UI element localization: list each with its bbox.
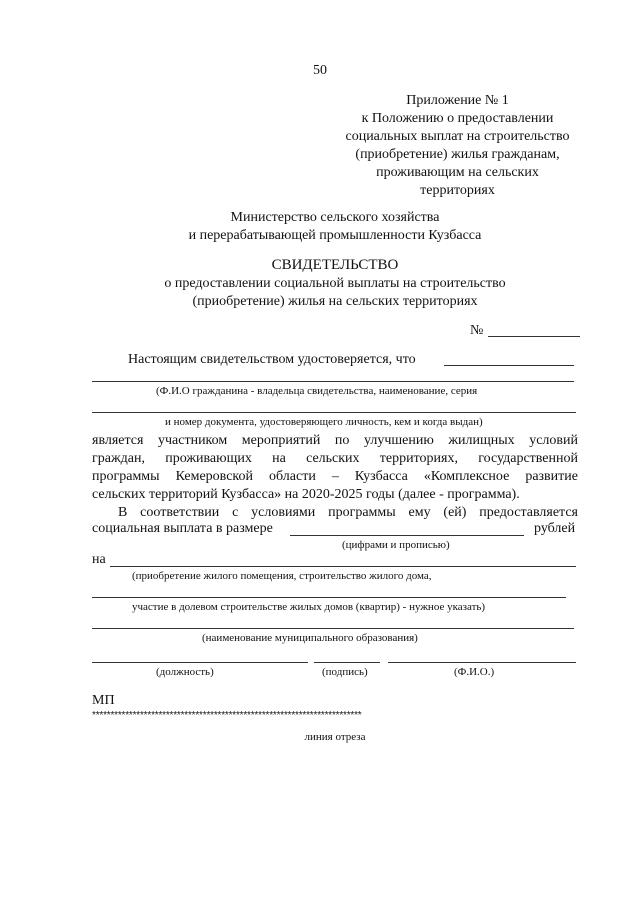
caption-amount: (цифрами и прописью) — [342, 539, 450, 551]
certificate-subtitle: (приобретение) жилья на сельских территориях — [192, 294, 478, 309]
caption-fio: (Ф.И.О гражданина - владельца свидетельства, наименование, серия — [156, 385, 478, 397]
appendix-line: социальных выплат на строительство — [345, 129, 570, 144]
paragraph-line: сельских территорий Кузбасса» на 2020-2025 годы (далее - программа). — [92, 487, 520, 502]
fio-field[interactable] — [92, 381, 574, 382]
ministry-line: и перерабатывающей промышленности Кузбасса — [188, 228, 482, 243]
cut-separator: ************************************************************************* — [92, 710, 362, 721]
paragraph-line: граждан, проживающих на сельских территориях, государственной — [92, 451, 578, 466]
caption-name: (Ф.И.О.) — [454, 666, 495, 678]
appendix-line: проживающим на сельских — [376, 165, 539, 180]
certificate-title: СВИДЕТЕЛЬСТВО — [271, 257, 399, 273]
appendix-block — [325, 92, 590, 200]
paragraph-line: является участником мероприятий по улучшению жилищных условий — [92, 433, 578, 448]
municipality-field[interactable] — [92, 628, 574, 629]
caption-purpose: (приобретение жилого помещения, строительство жилого дома, — [132, 570, 432, 582]
ministry-block — [90, 209, 580, 245]
rubles-label: рублей — [534, 521, 576, 536]
appendix-line: (приобретение) жилья гражданам, — [355, 147, 560, 162]
caption-signature: (подпись) — [322, 666, 368, 678]
appendix-title: Приложение № 1 — [406, 93, 509, 108]
appendix-line: к Положению о предоставлении — [361, 111, 554, 126]
purpose-field[interactable] — [110, 566, 576, 567]
fio-field-start[interactable] — [444, 365, 574, 366]
intro-text: Настоящим свидетельством удостоверяется, что — [128, 352, 416, 367]
position-field[interactable] — [92, 662, 308, 663]
name-field[interactable] — [388, 662, 576, 663]
certificate-number-label: № — [470, 323, 484, 338]
signature-field[interactable] — [314, 662, 380, 663]
caption-purpose: участие в долевом строительстве жилых домов (квартир) - нужное указать) — [132, 601, 486, 613]
page-number: 50 — [313, 63, 327, 78]
paragraph-line: программы Кемеровской области – Кузбасса «Комплексное развитие — [92, 469, 578, 484]
paragraph2-line1: В соответствии с условиями программы ему (ей) предоставляется — [118, 505, 578, 520]
certificate-subtitle: о предоставлении социальной выплаты на строительство — [164, 276, 506, 291]
certificate-number-field[interactable] — [488, 336, 580, 337]
na-label: на — [92, 552, 106, 567]
cut-line-label: линия отреза — [304, 731, 366, 743]
ministry-line: Министерство сельского хозяйства — [230, 210, 440, 225]
caption-document: и номер документа, удостоверяющего личность, кем и когда выдан) — [165, 416, 483, 428]
appendix-line: территориях — [420, 183, 495, 198]
document-field[interactable] — [92, 412, 576, 413]
certificate-header — [90, 256, 580, 311]
participation-paragraph — [92, 432, 578, 504]
amount-field[interactable] — [290, 535, 524, 536]
purpose-field-2[interactable] — [92, 597, 566, 598]
paragraph2-line2: социальная выплата в размере — [92, 521, 273, 536]
caption-position: (должность) — [156, 666, 214, 678]
caption-municipality: (наименование муниципального образования) — [202, 632, 418, 644]
stamp-place-label: МП — [92, 693, 115, 708]
